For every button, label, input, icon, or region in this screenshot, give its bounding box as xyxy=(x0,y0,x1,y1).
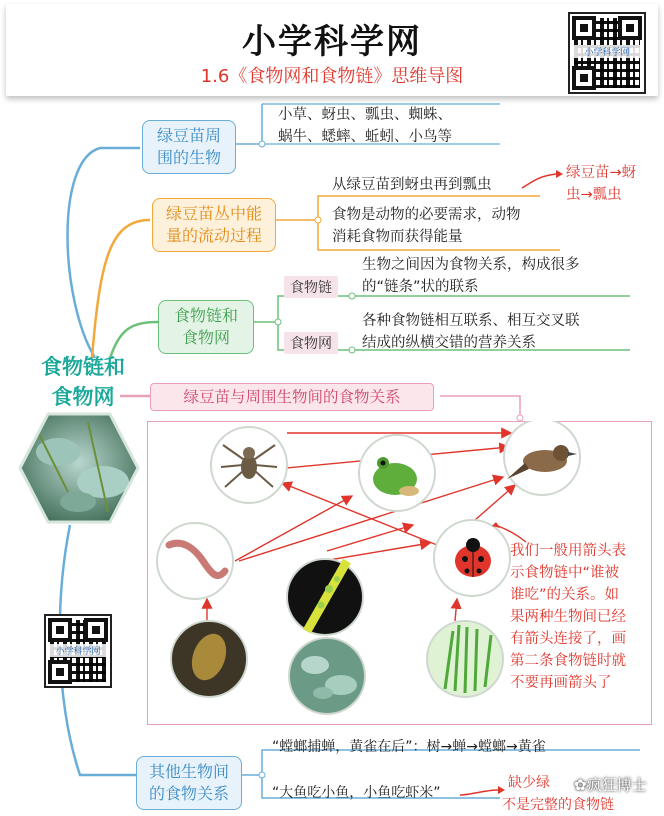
branch2-label-line1: 绿豆苗丛中能 xyxy=(165,204,262,223)
organism-name-ladybug: 瓢虫 xyxy=(472,558,474,559)
branch5-item2: “大鱼吃小鱼，小鱼吃虾米” xyxy=(272,785,441,801)
branch2-note xyxy=(566,162,636,206)
organism-name-earthworm: 蚯蚓 xyxy=(195,561,197,562)
note-pointer xyxy=(490,520,530,550)
branch-food-chain-web xyxy=(158,300,254,354)
qr-code-top xyxy=(568,12,646,94)
branch5-note-line2: 不是完整的食物链 xyxy=(502,797,614,813)
food-chain-definition-line1: 生物之间因为食物关系，构成很多 xyxy=(362,257,580,273)
branch5-label-line1: 其他生物间 xyxy=(148,762,229,781)
food-web-definition-line2: 结成的纵横交错的营养关系 xyxy=(362,335,536,351)
watermark-text: 疯狂博士 xyxy=(586,776,647,794)
branch5-note-part2: 绿 xyxy=(536,775,550,791)
arrow-note-line2: 示食物链中“谁被 xyxy=(510,565,620,581)
organism-name-mung-bean: 绿豆苗 xyxy=(327,676,330,677)
branch1-items-line2: 蜗牛、蟋蟀、蚯蚓、小鸟等 xyxy=(278,129,452,145)
arrow-note-line1: 我们一般用箭头表 xyxy=(510,543,626,559)
branch5-note-part1: 缺少 xyxy=(508,775,536,791)
branch-energy-flow xyxy=(152,198,276,252)
branch5-item1: “螳螂捕蝉，黄雀在后”：树→蝉→螳螂→黄雀 xyxy=(272,739,546,755)
branch3-label-line1: 食物链和 xyxy=(173,306,238,325)
branch2-item1: 从绿豆苗到蚜虫再到瓢虫 xyxy=(332,177,492,193)
organism-name-aphid: 蚜虫 xyxy=(325,597,327,598)
arrow-note-line4: 果两种生物间已经 xyxy=(510,609,626,625)
branch2-item2-line2: 消耗食物而获得能量 xyxy=(332,229,463,245)
arrow-note-line7: 不要再画箭头了 xyxy=(510,675,612,691)
center-hexagon-photo xyxy=(18,412,140,524)
organism-name-sparrow: 麻雀 xyxy=(542,457,544,458)
branch3-label-line2: 食物网 xyxy=(181,328,230,347)
page-title: 小学科学网 xyxy=(242,22,422,62)
center-label-line1: 食物链和 xyxy=(41,355,125,379)
branch5-label-line2: 的食物关系 xyxy=(148,784,229,803)
arrow-usage-note xyxy=(510,540,650,694)
page-subtitle: 1.6《食物网和食物链》思维导图 xyxy=(200,66,464,87)
arrow-note-line5: 有箭头连接了，画 xyxy=(510,631,626,647)
branch2-note-line1: 绿豆苗→蚜 xyxy=(566,165,637,181)
branch1-items xyxy=(278,104,452,148)
branch-other-relations xyxy=(136,756,242,810)
organism-name-spider: 蜘蛛 xyxy=(249,465,251,466)
organism-name-dead-leaf: 枯叶 xyxy=(209,659,211,660)
arrow-note-line6: 第二条食物链时就 xyxy=(510,653,626,669)
food-web-definition xyxy=(362,310,580,354)
sparrow-photo xyxy=(504,421,580,495)
organism-name-frog: 青蛙 xyxy=(397,473,399,474)
tag-food-chain: 食物链 xyxy=(284,276,338,298)
food-chain-definition-line2: 的“链条”状的联系 xyxy=(362,279,479,295)
qr-code-bottom-label: 小学科学网 xyxy=(46,644,110,657)
branch2-item2 xyxy=(332,204,521,248)
arrow-note-line3: 谁吃”的关系。如 xyxy=(510,587,620,603)
watermark-icon: ✿ xyxy=(574,776,587,794)
qr-code-label: 小学科学网 xyxy=(570,45,644,58)
tag-food-web: 食物网 xyxy=(284,332,338,354)
branch2-note-line2: 虫→瓢虫 xyxy=(566,187,622,203)
food-chain-definition xyxy=(362,254,580,298)
branch1-items-line1: 小草、蚜虫、瓢虫、蜘蛛、 xyxy=(278,107,452,123)
branch1-label-line1: 绿豆苗周 xyxy=(156,126,221,145)
qr-code-bottom xyxy=(44,614,112,688)
branch-surrounding-organisms xyxy=(142,120,236,174)
food-web-definition-line1: 各种食物链相互联系、相互交叉联 xyxy=(362,313,580,329)
center-label-line2: 食物网 xyxy=(51,385,115,409)
organism-name-grass: 小草 xyxy=(465,659,467,660)
branch-food-relations: 绿豆苗与周围生物间的食物关系 xyxy=(150,383,434,411)
branch2-item2-line1: 食物是动物的必要需求，动物 xyxy=(332,207,521,223)
branch2-label-line2: 量的流动过程 xyxy=(165,226,262,245)
branch1-label-line2: 围的生物 xyxy=(156,148,221,167)
watermark xyxy=(574,774,647,795)
center-label xyxy=(28,352,138,412)
